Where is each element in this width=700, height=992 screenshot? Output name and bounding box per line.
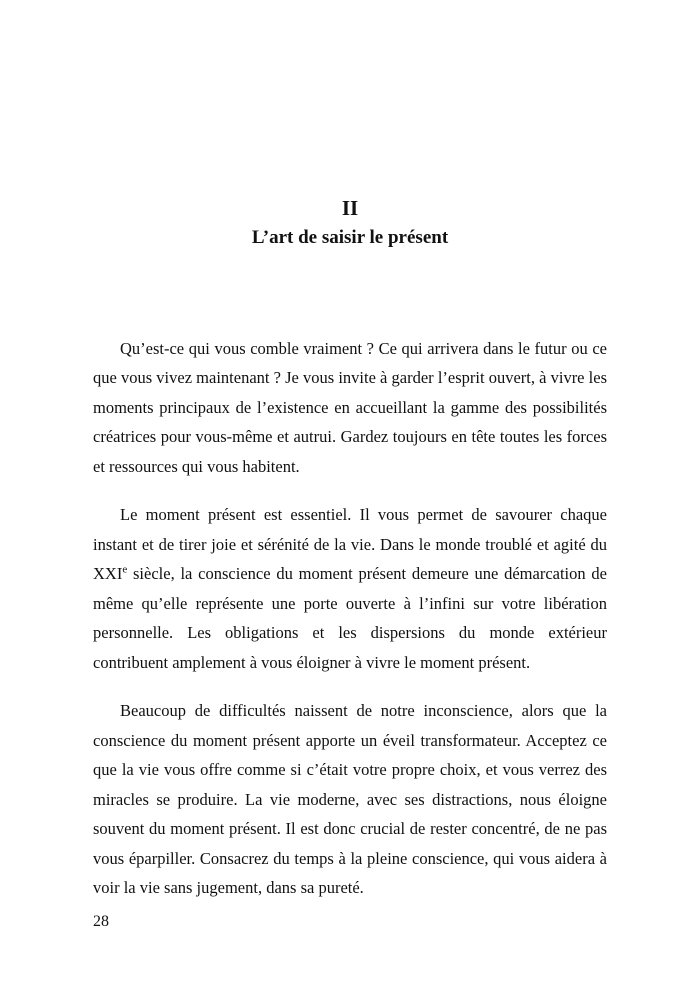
page-number: 28 xyxy=(93,913,109,930)
paragraph-3: Beaucoup de difficultés naissent de notre inconscience, alors que la conscience du moment présent apporte un éveil transformateur. Acceptez ce que la vie vous offre comme si c’était votre propre choix, et vous verrez des miracles se produire. La vie moderne, avec ses distractions, nous éloigne souvent du moment présent. Il est donc crucial de rester concentré, de ne pas vous éparpiller. Consacrez du temps à la pleine conscience, qui vous aidera à voir la vie sans jugement, dans sa pureté. xyxy=(93,701,607,898)
chapter-title: L’art de saisir le présent xyxy=(251,227,449,249)
paragraph-2 xyxy=(93,500,607,677)
chapter-number: II xyxy=(341,196,359,220)
paragraph-1: Qu’est-ce qui vous comble vraiment ? Ce qui arrivera dans le futur ou ce que vous vivez maintenant ? Je vous invite à garder l’esprit ouvert, à vivre les moments principaux de l’existence en accueillant la gamme des possibilités créatrices pour vous-même et autrui. Gardez toujours en tête toutes les forces et ressources qui vous habitent. xyxy=(93,338,607,476)
paragraph-2-after: siècle, la conscience du moment présent demeure une démarcation de même qu’elle représente une porte ouverte à l’infini sur votre libération personnelle. Les obligations et les dispersions du monde extérieur contribuent amplement à vous éloigner à vivre le moment présent. xyxy=(93,564,607,672)
paragraph-2-before: Le moment présent est essentiel. Il vous permet de savourer chaque instant et de tirer joie et sérénité de la vie. Dans le monde troublé et agité du XXI xyxy=(93,505,607,584)
body-text xyxy=(93,334,607,903)
paragraph-2-superscript: e xyxy=(122,563,128,576)
page-content xyxy=(93,0,607,903)
